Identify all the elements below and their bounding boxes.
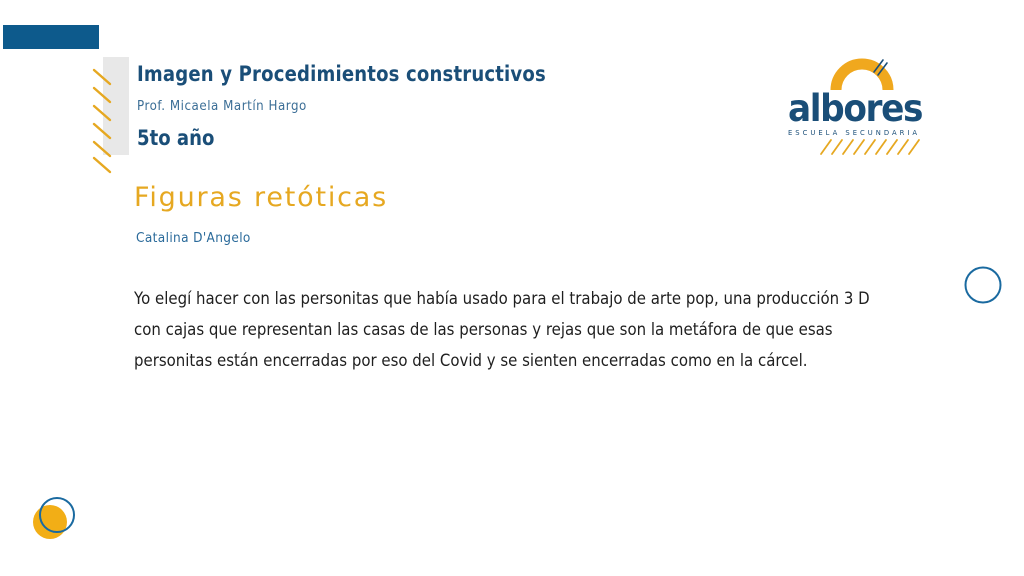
albores-logo	[786, 56, 926, 158]
logo-wordmark: albores	[788, 87, 923, 130]
decorative-top-bar	[3, 25, 99, 49]
decorative-circle-icon	[963, 265, 1003, 305]
logo-tagline: ESCUELA SECUNDARIA	[788, 129, 920, 137]
course-title: Imagen y Procedimientos constructivos	[137, 62, 546, 86]
body-paragraph: Yo elegí hacer con las personitas que había usado para el trabajo de arte pop, una producción 3 D con cajas que representan las casas de las personas y rejas que son la metáfora de que esas personitas están encerradas por eso del Covid y se sienten encerradas como en la cárcel.	[134, 289, 870, 371]
decorative-stripes-left	[90, 68, 114, 174]
teacher-name: Prof. Micaela Martín Hargo	[137, 98, 307, 114]
slide-title: Figuras retóticas	[134, 182, 388, 213]
grade-label: 5to año	[137, 126, 215, 150]
decorative-circles-icon	[30, 494, 80, 544]
author-name: Catalina D'Angelo	[136, 230, 251, 246]
